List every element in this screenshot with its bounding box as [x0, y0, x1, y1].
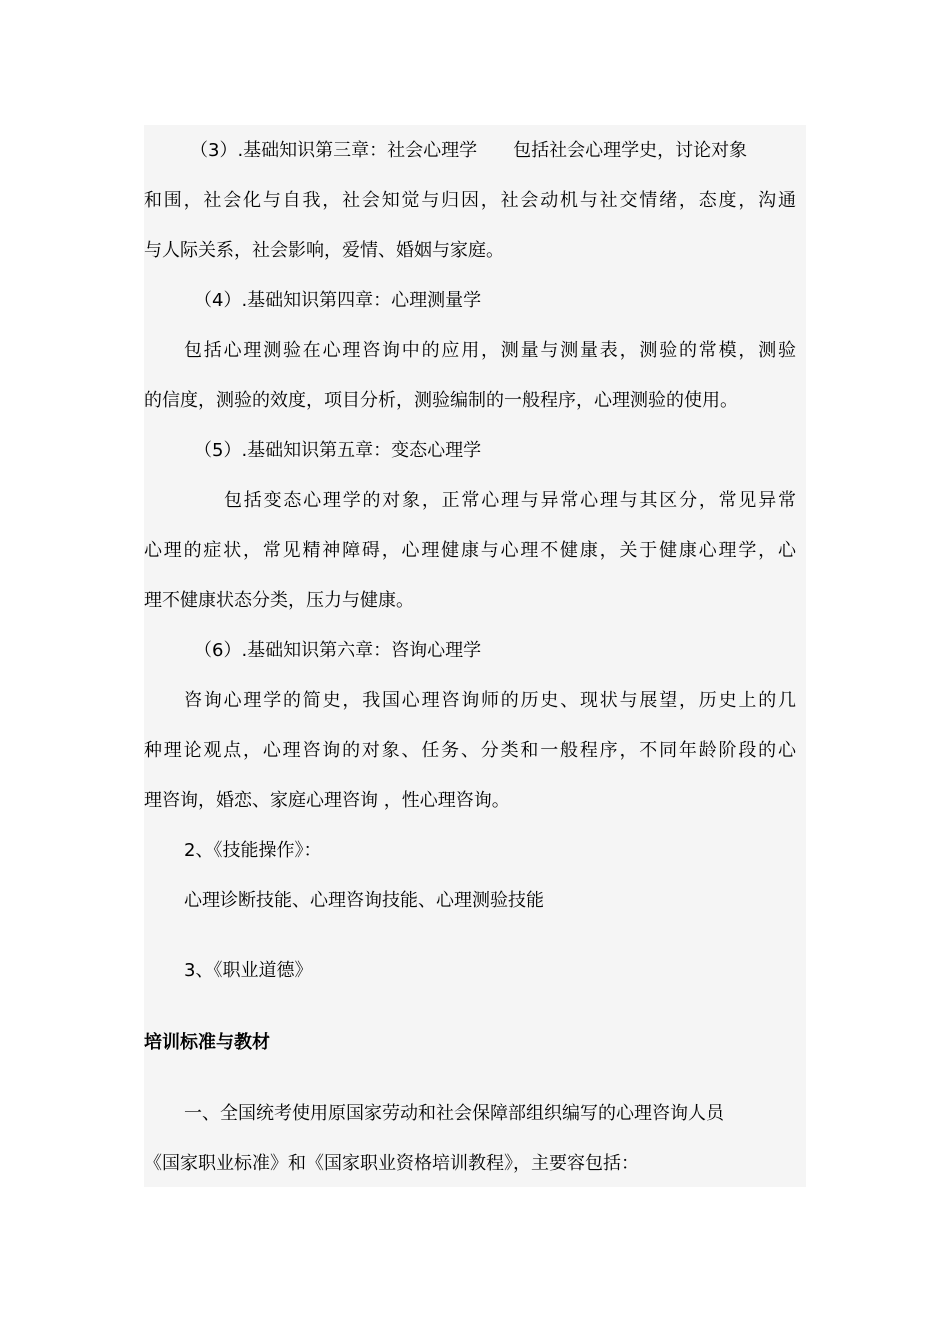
document-text-block — [144, 125, 806, 1187]
para-chapter-5-line-3: 理不健康状态分类，压力与健康。 — [144, 590, 414, 611]
para-chapter-4-line-2: 的信度，测验的效度，项目分析，测验编制的一般程序，心理测验的使用。 — [144, 390, 738, 411]
para-chapter-5-line-2: 心理的症状，常见精神障碍，心理健康与心理不健康，关于健康心理学，心 — [144, 540, 796, 561]
para-chapter-3-line-2: 和围，社会化与自我，社会知觉与归因，社会动机与社交情绪，态度，沟通 — [144, 190, 796, 211]
para-chapter-6-line-1: 咨询心理学的简史，我国心理咨询师的历史、现状与展望，历史上的几 — [184, 690, 796, 711]
skills-list: 心理诊断技能、心理咨询技能、心理测验技能 — [184, 890, 544, 911]
para-training-line-2: 《国家职业标准》和《国家职业资格培训教程》，主要容包括： — [144, 1153, 639, 1174]
heading-ethics: 3、《职业道德》 — [184, 960, 313, 981]
para-chapter-5-line-1: 包括变态心理学的对象，正常心理与异常心理与其区分，常见异常 — [224, 490, 796, 511]
para-chapter-4-line-1: 包括心理测验在心理咨询中的应用，测量与测量表，测验的常模，测验 — [184, 340, 796, 361]
section-heading-training: 培训标准与教材 — [144, 1032, 270, 1053]
heading-chapter-4: （4）.基础知识第四章：心理测量学 — [194, 290, 482, 311]
para-chapter-3-line-1: （3）.基础知识第三章：社会心理学 包括社会心理学史，讨论对象 — [190, 140, 748, 161]
para-chapter-6-line-2: 种理论观点，心理咨询的对象、任务、分类和一般程序，不同年龄阶段的心 — [144, 740, 796, 761]
para-chapter-6-line-3: 理咨询，婚恋、家庭心理咨询 ，性心理咨询。 — [144, 790, 510, 811]
para-chapter-3-line-3: 与人际关系，社会影响，爱情、婚姻与家庭。 — [144, 240, 504, 261]
heading-chapter-5: （5）.基础知识第五章：变态心理学 — [194, 440, 482, 461]
heading-skills: 2、《技能操作》： — [184, 840, 322, 861]
heading-chapter-6: （6）.基础知识第六章：咨询心理学 — [194, 640, 482, 661]
para-training-line-1: 一、全国统考使用原国家劳动和社会保障部组织编写的心理咨询人员 — [184, 1103, 724, 1124]
